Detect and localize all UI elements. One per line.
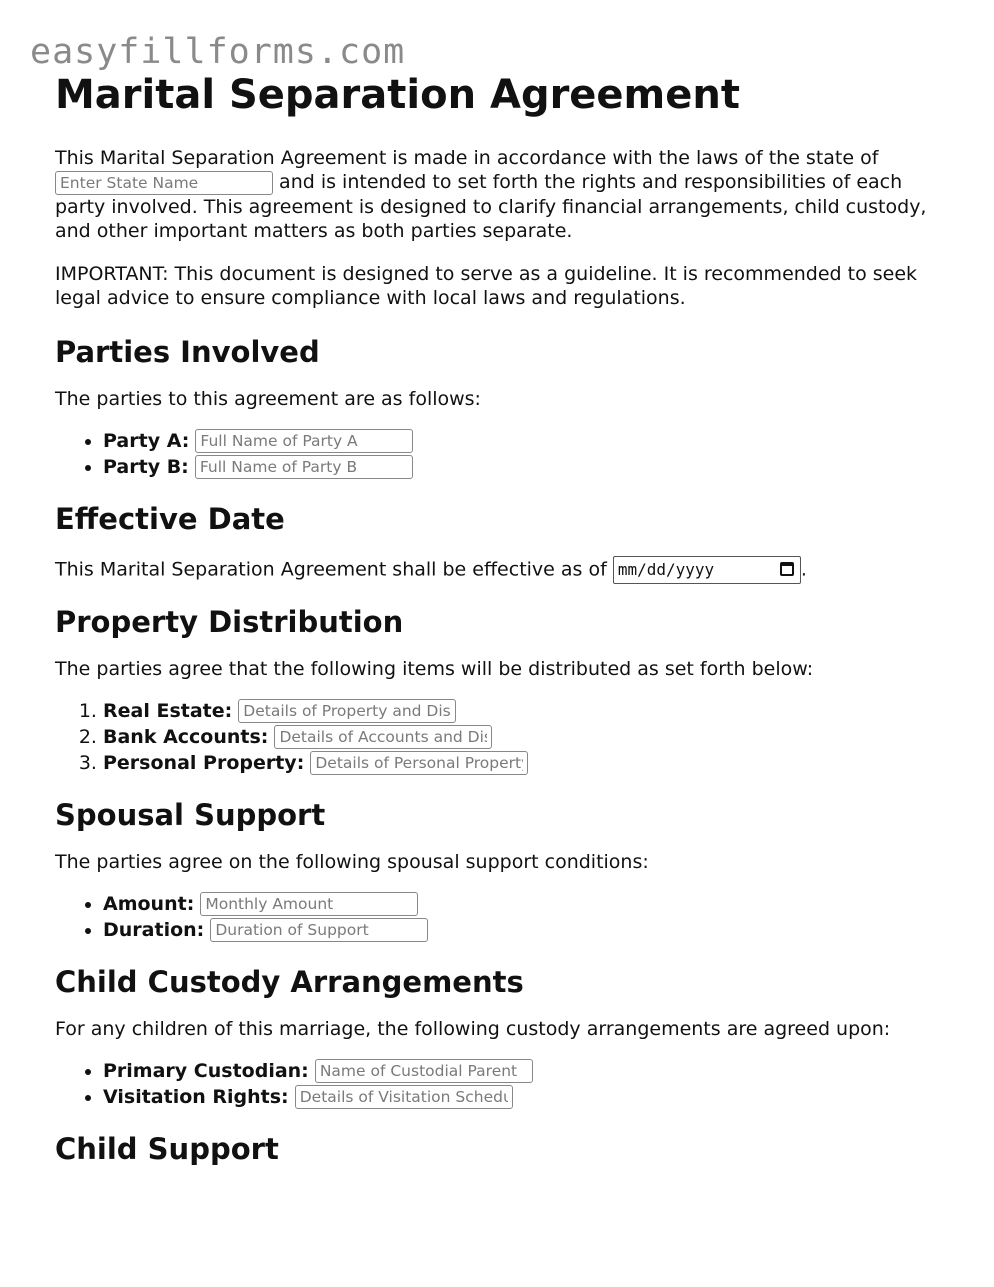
intro-text-end: and is intended to set forth the rights and responsibilities of each party involved. This agreement is designed to clarify financial arrangements, child custody, and other important matters as both parties separate.: [55, 171, 927, 242]
real-estate-label: Real Estate:: [103, 699, 233, 722]
personal-property-input[interactable]: [310, 751, 528, 775]
important-note: IMPORTANT: This document is designed to serve as a guideline. It is recommended to seek legal advice to ensure compliance with local laws and regulations.: [55, 262, 918, 309]
calendar-icon[interactable]: [780, 562, 794, 576]
list-item: [103, 428, 945, 454]
property-heading: Property Distribution: [55, 604, 404, 639]
effective-date-heading: Effective Date: [55, 501, 285, 536]
spousal-support-text: The parties agree on the following spousal support conditions:: [55, 850, 649, 873]
primary-custodian-input[interactable]: [315, 1059, 533, 1083]
parties-heading: Parties Involved: [55, 334, 320, 369]
property-list: [55, 698, 945, 776]
watermark: easyfillforms.com: [30, 32, 406, 72]
real-estate-input[interactable]: [238, 699, 456, 723]
bank-accounts-input[interactable]: [274, 725, 492, 749]
list-item: [103, 917, 945, 943]
intro-text-start: This Marital Separation Agreement is made in accordance with the laws of the state of: [55, 147, 879, 169]
list-item: [103, 724, 945, 750]
effective-date-input[interactable]: [613, 556, 801, 584]
list-item: [103, 1058, 945, 1084]
list-item: [103, 891, 945, 917]
period: .: [800, 558, 807, 580]
amount-input[interactable]: [200, 892, 418, 916]
visitation-rights-label: Visitation Rights:: [103, 1085, 289, 1108]
document: [55, 70, 945, 1167]
state-input[interactable]: [55, 171, 273, 195]
child-support-heading: Child Support: [55, 1131, 279, 1166]
party-a-label: Party A:: [103, 429, 190, 452]
duration-input[interactable]: [210, 918, 428, 942]
list-item: [103, 454, 945, 480]
amount-label: Amount:: [103, 892, 195, 915]
custody-heading: Child Custody Arrangements: [55, 964, 524, 999]
parties-text: The parties to this agreement are as follows:: [55, 387, 481, 410]
custody-text: For any children of this marriage, the following custody arrangements are agreed upon:: [55, 1017, 891, 1040]
primary-custodian-label: Primary Custodian:: [103, 1059, 309, 1082]
personal-property-label: Personal Property:: [103, 751, 305, 774]
visitation-rights-input[interactable]: [295, 1085, 513, 1109]
spousal-support-heading: Spousal Support: [55, 797, 326, 832]
list-item: [103, 1084, 945, 1110]
party-b-label: Party B:: [103, 455, 189, 478]
date-placeholder: mm/dd/yyyy: [617, 559, 715, 579]
custody-list: [55, 1058, 945, 1110]
property-text: The parties agree that the following items will be distributed as set forth below:: [55, 657, 814, 680]
bank-accounts-label: Bank Accounts:: [103, 725, 269, 748]
list-item: [103, 698, 945, 724]
party-a-input[interactable]: [195, 429, 413, 453]
effective-date-paragraph: [55, 556, 945, 584]
spousal-support-list: [55, 891, 945, 943]
list-item: [103, 750, 945, 776]
party-b-input[interactable]: [195, 455, 413, 479]
effective-date-text: This Marital Separation Agreement shall be effective as of: [55, 558, 607, 580]
duration-label: Duration:: [103, 918, 205, 941]
page-title: Marital Separation Agreement: [55, 72, 740, 118]
parties-list: [55, 428, 945, 480]
intro-paragraph: [55, 146, 945, 243]
